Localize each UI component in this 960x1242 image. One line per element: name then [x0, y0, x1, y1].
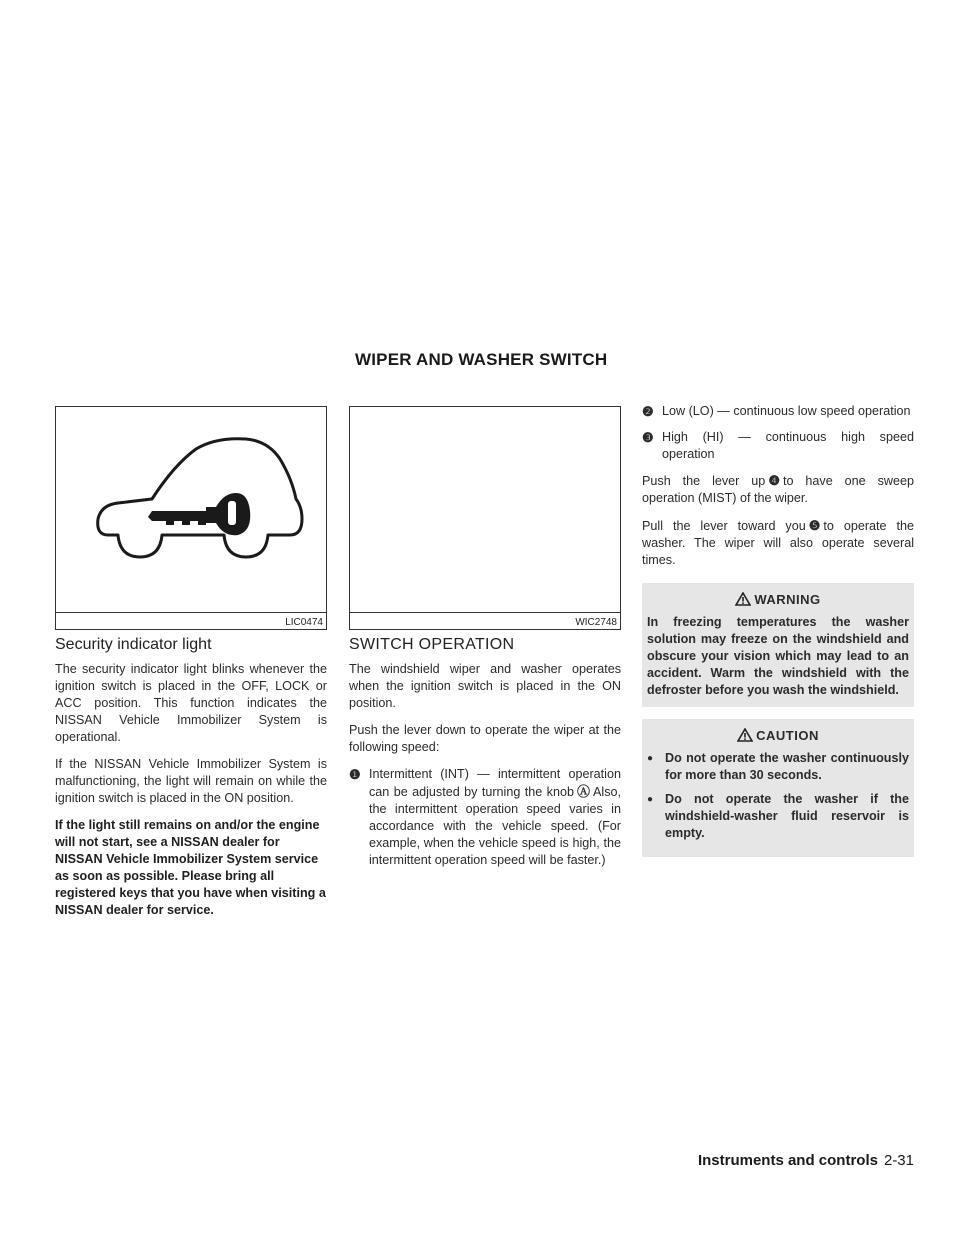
knob-marker: Ⓐ	[576, 784, 590, 799]
item-text: Low (LO) — continuous low speed operation	[662, 404, 911, 418]
item-number: ❸	[642, 430, 654, 445]
car-key-icon	[56, 407, 326, 607]
section-title: WIPER AND WASHER SWITCH	[355, 350, 608, 369]
item-text: Intermittent (INT) — intermittent operation can be adjusted by turning the knob	[369, 767, 621, 799]
wiper-switch-figure	[349, 406, 621, 630]
item-text: Also, the intermittent operation speed varies in accordance with the vehicle speed. (For example, when the vehicle speed is high, the intermittent operation speed will be faster.)	[369, 785, 621, 867]
item-marker: ❹	[768, 473, 780, 488]
caution-header	[647, 725, 909, 750]
mid-column	[349, 636, 621, 878]
paragraph	[642, 472, 914, 507]
page-number: 2-31	[883, 1152, 914, 1169]
list-item	[642, 429, 914, 463]
security-indicator-figure	[55, 406, 327, 630]
warning-title: WARNING	[754, 592, 821, 607]
figure-label: LIC0474	[285, 617, 323, 628]
item-number: ❷	[642, 404, 654, 419]
caution-list	[647, 750, 909, 842]
bold-paragraph: If the light still remains on and/or the engine will not start, see a NISSAN dealer for NISSAN Vehicle Immobilizer System service as soon as possible. Please bring all registered keys that you have when visiting a NISSAN dealer for service.	[55, 818, 326, 917]
caution-box	[642, 719, 914, 857]
item-marker: ❺	[808, 518, 821, 533]
security-heading: Security indicator light	[55, 636, 212, 653]
warning-text: In freezing temperatures the washer solution may freeze on the windshield and obscure your vision which may lead to an accident. Warm the windshield with the defroster before you wash the windshield.	[647, 615, 909, 697]
caution-item: ● Do not operate the washer if the windshield-washer fluid reservoir is empty.	[647, 791, 909, 842]
text-fragment: Pull the lever toward you	[642, 519, 806, 533]
text-fragment: to have one sweep operation (MIST) of the wiper.	[642, 474, 914, 505]
text-fragment: Push the lever up	[642, 474, 766, 488]
footer-section: Instruments and controls	[697, 1152, 878, 1169]
paragraph: The windshield wiper and washer operates when the ignition switch is placed in the ON position.	[349, 662, 621, 710]
switch-operation-heading: SWITCH OPERATION	[349, 636, 515, 653]
list-item	[642, 403, 914, 420]
paragraph: Push the lever down to operate the wiper at the following speed:	[349, 723, 621, 754]
item-number: ❶	[349, 767, 361, 782]
paragraph: The security indicator light blinks whenever the ignition switch is placed in the OFF, LOCK or ACC position. This function indicates the NISSAN Vehicle Immobilizer System is operational.	[55, 662, 327, 744]
warning-box	[642, 583, 914, 707]
list-item	[349, 766, 621, 869]
page-footer	[698, 1152, 914, 1169]
caution-title: CAUTION	[756, 728, 819, 743]
paragraph: If the NISSAN Vehicle Immobilizer System is malfunctioning, the light will remain on while the ignition switch is placed in the ON position.	[55, 757, 327, 805]
item-text: High (HI) — continuous high speed operation	[662, 430, 914, 461]
warning-header	[647, 589, 909, 614]
text-fragment: to operate the washer. The wiper will also operate several times.	[642, 519, 914, 567]
right-column	[642, 403, 914, 869]
caution-triangle-icon	[737, 728, 753, 742]
caution-item: ● Do not operate the washer continuously for more than 30 seconds.	[647, 750, 909, 784]
figure-label: WIC2748	[575, 617, 617, 628]
left-column	[55, 636, 327, 929]
warning-triangle-icon	[735, 592, 751, 606]
paragraph	[642, 517, 914, 569]
